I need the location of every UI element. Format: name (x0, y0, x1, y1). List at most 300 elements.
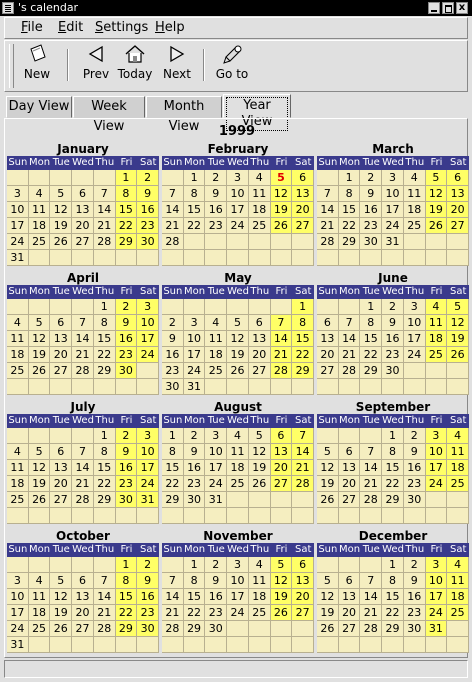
day-cell[interactable]: 4 (249, 557, 271, 573)
day-cell[interactable]: 7 (94, 186, 116, 202)
day-cell[interactable]: 24 (426, 476, 448, 492)
day-cell[interactable]: 29 (162, 492, 184, 508)
day-cell[interactable]: 11 (29, 589, 51, 605)
day-cell[interactable]: 24 (404, 347, 426, 363)
day-cell[interactable]: 26 (50, 234, 72, 250)
day-cell[interactable]: 2 (137, 557, 159, 573)
day-cell[interactable]: 3 (382, 170, 404, 186)
day-cell[interactable]: 22 (116, 605, 138, 621)
day-cell[interactable]: 11 (7, 460, 29, 476)
day-cell[interactable]: 2 (404, 428, 426, 444)
day-cell[interactable]: 25 (7, 363, 29, 379)
day-cell[interactable]: 15 (382, 589, 404, 605)
day-cell[interactable]: 6 (292, 557, 314, 573)
day-cell[interactable]: 18 (205, 347, 227, 363)
day-cell[interactable]: 18 (447, 589, 469, 605)
day-cell[interactable]: 21 (317, 218, 339, 234)
day-cell[interactable]: 17 (7, 218, 29, 234)
day-cell[interactable]: 29 (94, 492, 116, 508)
day-cell[interactable]: 15 (184, 202, 206, 218)
day-cell[interactable]: 23 (205, 605, 227, 621)
day-cell[interactable]: 25 (29, 234, 51, 250)
tab-week-view[interactable]: Week View (73, 96, 145, 118)
day-cell[interactable]: 14 (72, 331, 94, 347)
day-cell[interactable]: 16 (360, 202, 382, 218)
day-cell[interactable]: 23 (116, 476, 138, 492)
day-cell[interactable]: 21 (94, 605, 116, 621)
day-cell[interactable]: 1 (162, 428, 184, 444)
day-cell[interactable]: 12 (317, 460, 339, 476)
day-cell[interactable]: 25 (205, 363, 227, 379)
tab-day-view[interactable]: Day View (6, 96, 72, 118)
day-cell[interactable]: 5 (447, 299, 469, 315)
day-cell[interactable]: 16 (116, 331, 138, 347)
day-cell[interactable]: 26 (317, 621, 339, 637)
day-cell[interactable]: 16 (205, 589, 227, 605)
day-cell[interactable]: 15 (162, 460, 184, 476)
day-cell[interactable]: 6 (50, 315, 72, 331)
day-cell[interactable]: 10 (404, 315, 426, 331)
maximize-icon[interactable] (442, 2, 454, 14)
tab-year-view[interactable] (223, 94, 291, 129)
day-cell[interactable]: 10 (227, 573, 249, 589)
day-cell[interactable]: 20 (72, 218, 94, 234)
month-name[interactable]: July (70, 400, 96, 414)
close-icon[interactable]: x (456, 2, 468, 14)
day-cell[interactable]: 20 (50, 347, 72, 363)
day-cell[interactable]: 10 (137, 315, 159, 331)
day-cell[interactable]: 13 (271, 444, 293, 460)
day-cell[interactable]: 25 (29, 621, 51, 637)
day-cell[interactable]: 24 (184, 363, 206, 379)
day-cell[interactable]: 28 (72, 363, 94, 379)
day-cell[interactable]: 5 (227, 315, 249, 331)
day-cell[interactable]: 23 (184, 476, 206, 492)
day-cell[interactable]: 11 (249, 573, 271, 589)
day-cell[interactable]: 21 (360, 605, 382, 621)
day-cell[interactable]: 20 (292, 589, 314, 605)
day-cell[interactable]: 6 (317, 315, 339, 331)
day-cell[interactable]: 25 (404, 218, 426, 234)
day-cell[interactable]: 28 (72, 492, 94, 508)
day-cell[interactable]: 11 (249, 186, 271, 202)
day-cell[interactable]: 14 (360, 460, 382, 476)
day-cell[interactable]: 15 (184, 589, 206, 605)
day-cell[interactable]: 5 (317, 573, 339, 589)
day-cell[interactable]: 1 (184, 557, 206, 573)
day-cell[interactable]: 19 (29, 347, 51, 363)
day-cell[interactable]: 6 (72, 573, 94, 589)
day-cell[interactable]: 29 (184, 621, 206, 637)
day-cell[interactable]: 9 (137, 573, 159, 589)
day-cell[interactable]: 20 (292, 202, 314, 218)
month-name[interactable]: April (66, 271, 100, 285)
day-cell[interactable]: 10 (227, 186, 249, 202)
day-cell[interactable]: 15 (94, 460, 116, 476)
day-cell[interactable]: 27 (72, 234, 94, 250)
day-cell[interactable]: 7 (94, 573, 116, 589)
day-cell[interactable]: 13 (72, 589, 94, 605)
day-cell[interactable]: 8 (94, 315, 116, 331)
day-cell[interactable]: 29 (382, 621, 404, 637)
day-cell[interactable]: 1 (94, 428, 116, 444)
day-cell[interactable]: 29 (339, 234, 361, 250)
day-cell[interactable]: 12 (249, 444, 271, 460)
day-cell[interactable]: 8 (116, 573, 138, 589)
day-cell[interactable]: 21 (292, 460, 314, 476)
day-cell[interactable]: 8 (360, 315, 382, 331)
day-cell[interactable]: 10 (7, 589, 29, 605)
day-cell[interactable]: 24 (227, 605, 249, 621)
day-cell[interactable]: 15 (116, 589, 138, 605)
day-cell[interactable]: 18 (7, 476, 29, 492)
day-cell[interactable]: 7 (162, 186, 184, 202)
day-cell[interactable]: 31 (426, 621, 448, 637)
day-cell[interactable]: 27 (339, 492, 361, 508)
day-cell[interactable]: 20 (317, 347, 339, 363)
day-cell[interactable]: 22 (94, 476, 116, 492)
day-cell[interactable]: 17 (227, 589, 249, 605)
day-cell[interactable]: 14 (162, 202, 184, 218)
day-cell[interactable]: 21 (72, 476, 94, 492)
day-cell[interactable]: 19 (447, 331, 469, 347)
day-cell[interactable]: 14 (292, 444, 314, 460)
day-cell[interactable]: 26 (29, 363, 51, 379)
day-cell[interactable]: 2 (162, 315, 184, 331)
day-cell[interactable]: 28 (339, 363, 361, 379)
day-cell[interactable]: 5 (29, 315, 51, 331)
day-cell[interactable]: 8 (339, 186, 361, 202)
day-cell[interactable]: 12 (29, 460, 51, 476)
day-cell[interactable]: 22 (184, 605, 206, 621)
day-cell[interactable]: 28 (271, 363, 293, 379)
day-cell[interactable]: 17 (137, 460, 159, 476)
day-cell[interactable]: 30 (116, 492, 138, 508)
day-cell[interactable]: 7 (292, 428, 314, 444)
day-cell[interactable]: 12 (29, 331, 51, 347)
day-cell[interactable]: 5 (50, 573, 72, 589)
day-cell[interactable]: 19 (227, 347, 249, 363)
day-cell[interactable]: 11 (447, 573, 469, 589)
day-cell[interactable]: 22 (94, 347, 116, 363)
day-cell[interactable]: 9 (382, 315, 404, 331)
day-cell[interactable]: 5 (50, 186, 72, 202)
day-cell[interactable]: 13 (317, 331, 339, 347)
day-cell[interactable]: 3 (426, 557, 448, 573)
day-cell[interactable]: 12 (447, 315, 469, 331)
day-cell[interactable]: 1 (184, 170, 206, 186)
day-cell[interactable]: 31 (382, 234, 404, 250)
day-cell[interactable]: 2 (137, 170, 159, 186)
day-cell[interactable]: 21 (339, 347, 361, 363)
day-cell[interactable]: 22 (292, 347, 314, 363)
day-cell[interactable]: 10 (184, 331, 206, 347)
day-cell[interactable]: 17 (227, 202, 249, 218)
day-cell[interactable]: 9 (360, 186, 382, 202)
day-cell[interactable]: 17 (205, 460, 227, 476)
day-cell[interactable]: 30 (137, 621, 159, 637)
day-cell[interactable]: 5 (317, 444, 339, 460)
day-cell[interactable]: 7 (162, 573, 184, 589)
day-cell[interactable]: 2 (382, 299, 404, 315)
menu-edit[interactable]: Edit (58, 20, 84, 35)
month-name[interactable]: November (203, 529, 273, 543)
day-cell[interactable]: 3 (227, 557, 249, 573)
day-cell[interactable]: 3 (184, 315, 206, 331)
day-cell[interactable]: 22 (360, 347, 382, 363)
day-cell[interactable]: 18 (404, 202, 426, 218)
day-cell[interactable]: 8 (382, 444, 404, 460)
day-cell[interactable]: 21 (162, 605, 184, 621)
day-cell[interactable]: 30 (404, 492, 426, 508)
month-name[interactable]: August (214, 400, 262, 414)
day-cell[interactable]: 24 (382, 218, 404, 234)
day-cell[interactable]: 3 (137, 428, 159, 444)
day-cell[interactable]: 9 (162, 331, 184, 347)
day-cell[interactable]: 29 (382, 492, 404, 508)
day-cell[interactable]: 27 (317, 363, 339, 379)
day-cell[interactable]: 10 (7, 202, 29, 218)
day-cell[interactable]: 2 (116, 428, 138, 444)
day-cell[interactable]: 28 (360, 621, 382, 637)
day-cell[interactable]: 1 (116, 557, 138, 573)
day-cell[interactable]: 7 (271, 315, 293, 331)
day-cell[interactable]: 19 (50, 218, 72, 234)
goto-button[interactable] (213, 41, 251, 89)
day-cell[interactable]: 22 (339, 218, 361, 234)
next-button[interactable] (159, 41, 195, 89)
day-cell[interactable]: 20 (72, 605, 94, 621)
day-cell[interactable]: 29 (116, 621, 138, 637)
day-cell[interactable]: 20 (50, 476, 72, 492)
day-cell[interactable]: 29 (94, 363, 116, 379)
day-cell[interactable]: 30 (360, 234, 382, 250)
day-cell[interactable]: 6 (292, 170, 314, 186)
day-cell[interactable]: 8 (184, 186, 206, 202)
day-cell[interactable]: 15 (94, 331, 116, 347)
day-cell[interactable]: 30 (205, 621, 227, 637)
day-cell[interactable]: 23 (162, 363, 184, 379)
day-cell[interactable]: 29 (360, 363, 382, 379)
day-cell[interactable]: 9 (116, 315, 138, 331)
day-cell[interactable]: 18 (447, 460, 469, 476)
day-cell[interactable]: 1 (382, 557, 404, 573)
day-cell[interactable]: 7 (72, 444, 94, 460)
day-cell[interactable]: 31 (205, 492, 227, 508)
day-cell[interactable]: 25 (249, 218, 271, 234)
day-cell[interactable]: 4 (7, 315, 29, 331)
day-cell[interactable]: 13 (249, 331, 271, 347)
day-cell[interactable]: 8 (94, 444, 116, 460)
day-cell[interactable]: 31 (184, 379, 206, 395)
day-cell[interactable]: 13 (447, 186, 469, 202)
day-cell[interactable]: 2 (184, 428, 206, 444)
day-cell[interactable]: 23 (137, 605, 159, 621)
day-cell[interactable]: 25 (447, 476, 469, 492)
day-cell[interactable]: 30 (116, 363, 138, 379)
day-cell[interactable]: 27 (292, 605, 314, 621)
tab-month-view[interactable]: Month View (146, 96, 222, 118)
day-cell[interactable]: 21 (271, 347, 293, 363)
day-cell[interactable]: 11 (7, 331, 29, 347)
day-cell[interactable]: 21 (72, 347, 94, 363)
day-cell[interactable]: 17 (404, 331, 426, 347)
day-cell[interactable]: 16 (404, 589, 426, 605)
day-cell[interactable]: 3 (404, 299, 426, 315)
day-cell[interactable]: 23 (382, 347, 404, 363)
day-cell[interactable]: 27 (50, 363, 72, 379)
day-cell[interactable]: 26 (317, 492, 339, 508)
day-cell[interactable]: 12 (271, 573, 293, 589)
day-cell[interactable]: 24 (205, 476, 227, 492)
day-cell[interactable]: 1 (382, 428, 404, 444)
day-cell[interactable]: 10 (426, 573, 448, 589)
today-button[interactable] (115, 41, 155, 89)
day-cell[interactable]: 19 (317, 605, 339, 621)
day-cell[interactable]: 10 (426, 444, 448, 460)
day-cell[interactable]: 17 (426, 460, 448, 476)
day-cell[interactable]: 5 (271, 557, 293, 573)
day-cell[interactable]: 3 (227, 170, 249, 186)
day-cell[interactable]: 3 (7, 186, 29, 202)
day-cell[interactable]: 1 (292, 299, 314, 315)
day-cell[interactable]: 25 (249, 605, 271, 621)
day-cell[interactable]: 23 (205, 218, 227, 234)
day-cell[interactable]: 6 (339, 573, 361, 589)
day-cell[interactable]: 4 (205, 315, 227, 331)
day-cell[interactable]: 31 (137, 492, 159, 508)
day-cell[interactable]: 24 (137, 347, 159, 363)
day-cell[interactable]: 19 (426, 202, 448, 218)
month-name[interactable]: June (378, 271, 408, 285)
day-cell[interactable]: 22 (382, 476, 404, 492)
day-cell[interactable]: 9 (404, 573, 426, 589)
day-cell[interactable]: 2 (360, 170, 382, 186)
day-cell[interactable]: 12 (227, 331, 249, 347)
day-cell[interactable]: 25 (7, 492, 29, 508)
day-cell[interactable]: 17 (382, 202, 404, 218)
day-cell[interactable]: 21 (360, 476, 382, 492)
day-cell[interactable]: 4 (29, 573, 51, 589)
day-cell[interactable]: 4 (447, 428, 469, 444)
day-cell[interactable]: 30 (137, 234, 159, 250)
day-cell[interactable]: 27 (271, 476, 293, 492)
day-cell[interactable]: 26 (426, 218, 448, 234)
today-cell[interactable]: 5 (271, 170, 293, 186)
day-cell[interactable]: 26 (29, 492, 51, 508)
day-cell[interactable]: 15 (360, 331, 382, 347)
day-cell[interactable]: 24 (7, 621, 29, 637)
day-cell[interactable]: 29 (116, 234, 138, 250)
day-cell[interactable]: 26 (249, 476, 271, 492)
day-cell[interactable]: 6 (271, 428, 293, 444)
menu-help[interactable]: Help (155, 20, 185, 35)
day-cell[interactable]: 20 (339, 605, 361, 621)
day-cell[interactable]: 28 (94, 621, 116, 637)
day-cell[interactable]: 18 (426, 331, 448, 347)
day-cell[interactable]: 31 (7, 637, 29, 653)
day-cell[interactable]: 27 (447, 218, 469, 234)
day-cell[interactable]: 24 (7, 234, 29, 250)
day-cell[interactable]: 28 (360, 492, 382, 508)
day-cell[interactable]: 1 (94, 299, 116, 315)
day-cell[interactable]: 12 (426, 186, 448, 202)
day-cell[interactable]: 6 (447, 170, 469, 186)
day-cell[interactable]: 18 (249, 202, 271, 218)
toolbar-grip[interactable] (9, 44, 14, 88)
day-cell[interactable]: 2 (404, 557, 426, 573)
day-cell[interactable]: 11 (29, 202, 51, 218)
day-cell[interactable]: 22 (162, 476, 184, 492)
day-cell[interactable]: 8 (184, 573, 206, 589)
day-cell[interactable]: 23 (137, 218, 159, 234)
day-cell[interactable]: 16 (205, 202, 227, 218)
day-cell[interactable]: 27 (339, 621, 361, 637)
day-cell[interactable]: 16 (137, 202, 159, 218)
new-button[interactable] (19, 41, 55, 89)
month-name[interactable]: September (355, 400, 431, 414)
day-cell[interactable]: 26 (271, 605, 293, 621)
day-cell[interactable]: 28 (94, 234, 116, 250)
day-cell[interactable]: 2 (205, 170, 227, 186)
day-cell[interactable]: 2 (116, 299, 138, 315)
day-cell[interactable]: 13 (339, 460, 361, 476)
minimize-icon[interactable] (428, 2, 440, 14)
day-cell[interactable]: 6 (72, 186, 94, 202)
day-cell[interactable]: 15 (292, 331, 314, 347)
day-cell[interactable]: 2 (205, 557, 227, 573)
day-cell[interactable]: 27 (249, 363, 271, 379)
day-cell[interactable]: 1 (116, 170, 138, 186)
day-cell[interactable]: 4 (426, 299, 448, 315)
day-cell[interactable]: 21 (94, 218, 116, 234)
day-cell[interactable]: 23 (404, 605, 426, 621)
day-cell[interactable]: 16 (184, 460, 206, 476)
day-cell[interactable]: 17 (426, 589, 448, 605)
day-cell[interactable]: 30 (162, 379, 184, 395)
prev-button[interactable] (79, 41, 113, 89)
day-cell[interactable]: 29 (292, 363, 314, 379)
day-cell[interactable]: 11 (404, 186, 426, 202)
day-cell[interactable]: 30 (382, 363, 404, 379)
day-cell[interactable]: 16 (404, 460, 426, 476)
day-cell[interactable]: 25 (227, 476, 249, 492)
day-cell[interactable]: 7 (317, 186, 339, 202)
day-cell[interactable]: 16 (137, 589, 159, 605)
day-cell[interactable]: 8 (382, 573, 404, 589)
day-cell[interactable]: 27 (72, 621, 94, 637)
day-cell[interactable]: 9 (205, 573, 227, 589)
day-cell[interactable]: 9 (184, 444, 206, 460)
day-cell[interactable]: 15 (382, 460, 404, 476)
day-cell[interactable]: 17 (7, 605, 29, 621)
day-cell[interactable]: 30 (184, 492, 206, 508)
day-cell[interactable]: 4 (404, 170, 426, 186)
day-cell[interactable]: 17 (137, 331, 159, 347)
menu-settings[interactable]: Settings (95, 20, 149, 35)
day-cell[interactable]: 1 (339, 170, 361, 186)
day-cell[interactable]: 18 (7, 347, 29, 363)
day-cell[interactable]: 24 (227, 218, 249, 234)
day-cell[interactable]: 13 (339, 589, 361, 605)
day-cell[interactable]: 22 (116, 218, 138, 234)
day-cell[interactable]: 1 (360, 299, 382, 315)
day-cell[interactable]: 23 (404, 476, 426, 492)
day-cell[interactable]: 13 (292, 186, 314, 202)
day-cell[interactable]: 19 (271, 202, 293, 218)
day-cell[interactable]: 20 (447, 202, 469, 218)
day-cell[interactable]: 19 (29, 476, 51, 492)
